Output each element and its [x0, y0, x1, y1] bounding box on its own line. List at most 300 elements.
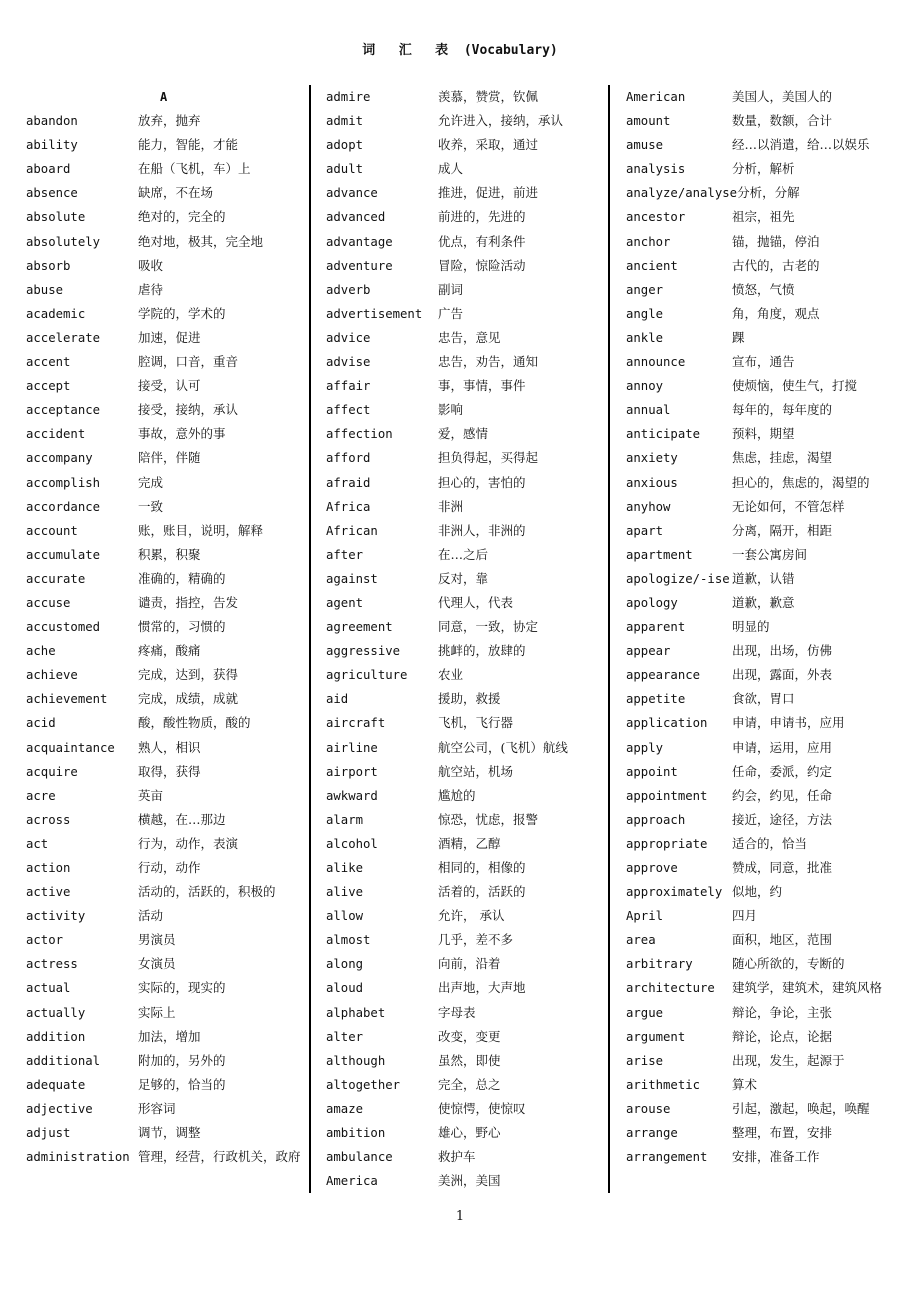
vocabulary-entry [26, 135, 308, 159]
entry-word: apply [626, 740, 664, 755]
entry-word: arrangement [626, 1150, 708, 1165]
entry-word: advice [326, 330, 371, 345]
vocabulary-entry [626, 256, 908, 280]
entry-meaning: 使惊愕，使惊叹 [438, 1100, 526, 1116]
entry-word: America [326, 1174, 378, 1189]
entry-meaning: 允许， 承认 [438, 908, 505, 924]
entry-word: additional [26, 1053, 101, 1068]
vocabulary-entry [26, 159, 308, 183]
entry-word: analysis [626, 162, 686, 177]
entry-meaning: 影响 [438, 402, 464, 418]
vocabulary-entry [326, 978, 608, 1002]
vocabulary-entry [626, 1099, 908, 1123]
entry-word: advertisement [326, 306, 423, 321]
entry-meaning: 酒精，乙醇 [438, 835, 501, 851]
entry-word: adopt [326, 138, 364, 153]
entry-word: abandon [26, 114, 78, 129]
entry-meaning: 申请，运用，应用 [732, 739, 833, 755]
entry-meaning: 锚，抛锚，停泊 [732, 233, 820, 249]
entry-meaning: 谴责，指控，告发 [138, 594, 239, 610]
entry-word: approximately [626, 885, 723, 900]
entry-word: actor [26, 933, 64, 948]
vocabulary-entry [326, 183, 608, 207]
entry-meaning: 羡慕，赞赏，钦佩 [438, 89, 539, 104]
vocabulary-entry [26, 978, 308, 1002]
vocabulary-entry [326, 689, 608, 713]
vocabulary-entry [26, 689, 308, 713]
vocabulary-entry [626, 617, 908, 641]
entry-meaning: 建筑学，建筑术，建筑风格 [732, 980, 883, 996]
entry-meaning: 事，事情，事件 [438, 378, 526, 394]
entry-word: aggressive [326, 644, 401, 659]
entry-word: actually [26, 1005, 86, 1020]
vocabulary-entry [326, 786, 608, 810]
vocabulary-entry [626, 304, 908, 328]
vocabulary-entry [26, 521, 308, 545]
entry-meaning: 能力，智能，才能 [138, 137, 239, 153]
entry-word: acquaintance [26, 740, 115, 755]
entry-word: academic [26, 306, 86, 321]
vocabulary-entry [26, 1051, 308, 1075]
vocabulary-entry [26, 786, 308, 810]
entry-word: amuse [626, 138, 664, 153]
entry-word: area [626, 933, 656, 948]
entry-meaning: 调节，调整 [138, 1125, 201, 1141]
entry-word: almost [326, 933, 371, 948]
entry-meaning: 挑衅的，放肆的 [438, 643, 526, 659]
entry-meaning: 绝对的，完全的 [138, 209, 226, 225]
vocabulary-column-1 [26, 87, 308, 1171]
entry-word: appearance [626, 668, 701, 683]
entry-word: affection [326, 427, 393, 442]
entry-meaning: 申请，申请书，应用 [732, 715, 845, 731]
vocabulary-entry [326, 569, 608, 593]
vocabulary-entry [326, 207, 608, 231]
entry-meaning: 活着的，活跃的 [438, 884, 526, 900]
vocabulary-entry [326, 1003, 608, 1027]
vocabulary-entry [326, 882, 608, 906]
entry-word: application [626, 716, 708, 731]
page-number: 1 [455, 1209, 465, 1224]
column-divider-right [608, 85, 610, 1193]
entry-word: afraid [326, 475, 371, 490]
entry-meaning: 完全，总之 [438, 1076, 501, 1092]
vocabulary-entry [326, 473, 608, 497]
entry-meaning: 足够的，恰当的 [138, 1076, 226, 1092]
entry-meaning: 祖宗，祖先 [732, 209, 795, 225]
entry-word: absolute [26, 210, 86, 225]
entry-meaning: 一致 [138, 498, 164, 514]
entry-meaning: 出声地，大声地 [438, 980, 526, 996]
vocabulary-entry [26, 304, 308, 328]
entry-meaning: 非洲人，非洲的 [438, 522, 526, 538]
vocabulary-entry [326, 858, 608, 882]
entry-word: adjust [26, 1126, 71, 1141]
entry-word: advise [326, 355, 371, 370]
entry-word: approach [626, 812, 686, 827]
vocabulary-entry [26, 232, 308, 256]
section-letter-heading: A [160, 90, 168, 104]
entry-meaning: 男演员 [138, 932, 176, 948]
entry-word: annoy [626, 379, 664, 394]
entry-word: actual [26, 981, 71, 996]
entry-meaning: 酸，酸性物质，酸的 [138, 715, 251, 731]
entry-word: acquire [26, 764, 78, 779]
vocabulary-entry [626, 1027, 908, 1051]
vocabulary-entry [26, 930, 308, 954]
entry-meaning: 雄心，野心 [438, 1125, 501, 1141]
vocabulary-entry [626, 521, 908, 545]
entry-meaning: 接近，途径，方法 [732, 811, 833, 827]
entry-word: argue [626, 1005, 664, 1020]
vocabulary-entry [26, 569, 308, 593]
entry-meaning: 忠告，意见 [438, 329, 501, 345]
entry-word: appoint [626, 764, 678, 779]
vocabulary-entry [626, 738, 908, 762]
entry-word: ancestor [626, 210, 686, 225]
entry-meaning: 尴尬的 [438, 787, 476, 803]
vocabulary-entry [626, 906, 908, 930]
entry-meaning: 改变，变更 [438, 1028, 501, 1044]
entry-meaning: 附加的，另外的 [138, 1052, 226, 1068]
vocabulary-entry [26, 1003, 308, 1027]
entry-word: adequate [26, 1077, 86, 1092]
entry-meaning: 适合的，恰当 [732, 835, 808, 851]
vocabulary-entry [626, 786, 908, 810]
entry-meaning: 一套公寓房间 [732, 546, 808, 562]
entry-meaning: 准确的，精确的 [138, 570, 226, 586]
entry-word: absolutely [26, 234, 101, 249]
vocabulary-entry [326, 135, 608, 159]
entry-meaning: 向前，沿着 [438, 956, 501, 972]
entry-word: apology [626, 595, 678, 610]
entry-meaning: 账，账目，说明，解释 [138, 522, 264, 538]
vocabulary-entry [326, 1099, 608, 1123]
entry-word: admit [326, 114, 364, 129]
entry-meaning: 实际的，现实的 [138, 980, 226, 996]
vocabulary-entry [26, 328, 308, 352]
entry-word: agriculture [326, 668, 408, 683]
entry-meaning: 预料，期望 [732, 426, 795, 442]
entry-word: annual [626, 403, 671, 418]
entry-meaning: 明显的 [732, 619, 770, 635]
page-title: 词 汇 表 (Vocabulary) [362, 43, 558, 58]
vocabulary-entry [326, 954, 608, 978]
entry-meaning: 整理，布置，安排 [732, 1125, 833, 1141]
entry-word: accent [26, 355, 71, 370]
entry-word: acre [26, 788, 56, 803]
vocabulary-entry [326, 810, 608, 834]
entry-word: alcohol [326, 836, 378, 851]
vocabulary-entry [626, 1123, 908, 1147]
vocabulary-entry [626, 762, 908, 786]
vocabulary-entry [626, 1075, 908, 1099]
entry-meaning: 惊恐，忧虑，报警 [438, 811, 539, 827]
entry-word: activity [26, 909, 86, 924]
vocabulary-entry [26, 882, 308, 906]
vocabulary-entry [326, 1123, 608, 1147]
vocabulary-entry [26, 906, 308, 930]
entry-word: act [26, 836, 49, 851]
entry-meaning: 反对，靠 [438, 570, 489, 586]
vocabulary-entry [26, 400, 308, 424]
entry-word: angle [626, 306, 664, 321]
entry-meaning: 道歉，歉意 [732, 594, 795, 610]
vocabulary-entry [626, 328, 908, 352]
entry-word: arrange [626, 1126, 678, 1141]
entry-meaning: 吸收 [138, 257, 164, 273]
vocabulary-entry [26, 424, 308, 448]
entry-word: anyhow [626, 499, 671, 514]
vocabulary-entry [626, 87, 908, 111]
entry-meaning: 行动，动作 [138, 860, 201, 875]
vocabulary-entry [26, 111, 308, 135]
entry-meaning: 辩论，争论，主张 [732, 1004, 833, 1020]
entry-meaning: 虽然，即使 [438, 1052, 501, 1068]
entry-list [326, 87, 608, 1195]
vocabulary-entry [26, 1147, 308, 1171]
entry-meaning: 活动的，活跃的，积极的 [138, 884, 276, 900]
entry-meaning: 古代的，古老的 [732, 257, 820, 273]
entry-meaning: 食欲，胃口 [732, 691, 795, 707]
vocabulary-entry [326, 1027, 608, 1051]
entry-word: amaze [326, 1101, 364, 1116]
entry-meaning: 分析，分解 [737, 185, 800, 201]
entry-word: anxiety [626, 451, 678, 466]
vocabulary-entry [26, 473, 308, 497]
entry-word: addition [26, 1029, 86, 1044]
entry-word: accuse [26, 595, 71, 610]
vocabulary-entry [326, 424, 608, 448]
entry-word: advanced [326, 210, 386, 225]
entry-word: allow [326, 909, 364, 924]
entry-word: apart [626, 523, 664, 538]
vocabulary-entry [326, 256, 608, 280]
vocabulary-entry [326, 328, 608, 352]
vocabulary-entry [326, 545, 608, 569]
vocabulary-entry [626, 473, 908, 497]
entry-meaning: 农业 [438, 667, 464, 683]
entry-meaning: 优点，有利条件 [438, 233, 526, 249]
vocabulary-entry [326, 304, 608, 328]
vocabulary-entry [626, 352, 908, 376]
vocabulary-entry [326, 159, 608, 183]
entry-word: apologize/-ise [626, 571, 730, 586]
entry-word: approve [626, 861, 678, 875]
entry-word: awkward [326, 788, 378, 803]
vocabulary-entry [626, 689, 908, 713]
vocabulary-entry [626, 545, 908, 569]
entry-word: arouse [626, 1101, 671, 1116]
entry-meaning: 出现，露面，外表 [732, 667, 833, 683]
entry-meaning: 管理，经营，行政机关，政府 [138, 1149, 301, 1165]
entry-meaning: 相同的，相像的 [438, 860, 526, 875]
entry-word: airline [326, 740, 378, 755]
vocabulary-entry [26, 641, 308, 665]
vocabulary-entry [26, 1075, 308, 1099]
entry-meaning: 接受，接纳，承认 [138, 402, 239, 418]
entry-list [26, 111, 308, 1171]
vocabulary-entry [326, 280, 608, 304]
entry-word: airport [326, 764, 378, 779]
entry-meaning: 担心的，害怕的 [438, 474, 526, 490]
entry-word: affair [326, 379, 371, 394]
entry-word: ability [26, 138, 78, 153]
vocabulary-entry [626, 497, 908, 521]
vocabulary-entry [326, 762, 608, 786]
entry-word: African [326, 523, 378, 538]
entry-meaning: 安排，准备工作 [732, 1149, 820, 1165]
vocabulary-entry [26, 352, 308, 376]
entry-meaning: 使烦恼，使生气，打搅 [732, 378, 858, 394]
vocabulary-entry [326, 665, 608, 689]
vocabulary-entry [626, 978, 908, 1002]
entry-meaning: 接受，认可 [138, 378, 201, 394]
entry-word: absence [26, 186, 78, 201]
entry-word: affect [326, 403, 371, 418]
vocabulary-entry [26, 183, 308, 207]
entry-word: ambulance [326, 1150, 393, 1165]
vocabulary-column-3 [626, 87, 908, 1171]
entry-meaning: 美洲，美国 [438, 1173, 501, 1189]
vocabulary-entry [26, 713, 308, 737]
entry-word: across [26, 812, 71, 827]
entry-word: apartment [626, 547, 693, 562]
entry-word: absorb [26, 258, 71, 273]
entry-word: aid [326, 692, 349, 707]
entry-meaning: 事故，意外的事 [138, 426, 226, 442]
vocabulary-entry [326, 1171, 608, 1195]
entry-meaning: 腔调，口音，重音 [138, 354, 239, 370]
entry-word: adventure [326, 258, 393, 273]
vocabulary-entry [626, 593, 908, 617]
entry-meaning: 飞机，飞行器 [438, 715, 514, 731]
entry-meaning: 学院的，学术的 [138, 305, 226, 321]
entry-word: achievement [26, 692, 108, 707]
entry-word: admire [326, 90, 371, 104]
entry-word: April [626, 909, 664, 924]
entry-word: ancient [626, 258, 678, 273]
entry-meaning: 每年的，每年度的 [732, 402, 833, 418]
entry-word: ankle [626, 330, 664, 345]
entry-word: appointment [626, 788, 708, 803]
entry-meaning: 航空站，机场 [438, 763, 514, 779]
vocabulary-column-2 [326, 87, 608, 1195]
vocabulary-entry [26, 1027, 308, 1051]
entry-word: arise [626, 1053, 664, 1068]
entry-meaning: 放弃，抛弃 [138, 113, 201, 129]
vocabulary-entry [26, 954, 308, 978]
entry-meaning: 惯常的，习惯的 [138, 619, 226, 635]
entry-word: aboard [26, 162, 71, 177]
vocabulary-entry [626, 232, 908, 256]
column-divider-left [309, 85, 311, 1193]
entry-meaning: 积累，积聚 [138, 546, 201, 562]
vocabulary-entry [326, 376, 608, 400]
entry-word: American [626, 90, 686, 104]
vocabulary-entry [26, 762, 308, 786]
entry-word: accomplish [26, 475, 101, 490]
vocabulary-entry [326, 400, 608, 424]
vocabulary-entry [326, 1147, 608, 1171]
entry-word: alarm [326, 812, 364, 827]
entry-meaning: 收养，采取，通过 [438, 137, 539, 153]
entry-meaning: 宣布，通告 [732, 354, 795, 370]
entry-meaning: 数量，数额，合计 [732, 113, 833, 129]
entry-meaning: 忠告，劝告，通知 [438, 354, 539, 370]
vocabulary-entry [626, 930, 908, 954]
vocabulary-entry [626, 111, 908, 135]
entry-meaning: 随心所欲的，专断的 [732, 956, 845, 972]
vocabulary-entry [626, 882, 908, 906]
entry-meaning: 踝 [732, 329, 745, 345]
entry-meaning: 道歉，认错 [732, 570, 795, 586]
entry-word: advantage [326, 234, 393, 249]
entry-meaning: 援助，救援 [438, 691, 501, 707]
entry-meaning: 赞成，同意，批准 [732, 860, 833, 875]
entry-word: acceptance [26, 403, 101, 418]
entry-word: although [326, 1053, 386, 1068]
vocabulary-entry [326, 352, 608, 376]
entry-word: analyze/analyse [626, 186, 738, 201]
vocabulary-entry [626, 858, 908, 882]
entry-word: adjective [26, 1101, 93, 1116]
entry-meaning: 分离，隔开，相距 [732, 522, 833, 538]
entry-word: aircraft [326, 716, 386, 731]
entry-meaning: 加速，促进 [138, 329, 201, 345]
vocabulary-entry [26, 207, 308, 231]
entry-meaning: 成人 [438, 161, 464, 177]
entry-word: accurate [26, 571, 86, 586]
entry-word: altogether [326, 1077, 401, 1092]
entry-word: ache [26, 644, 56, 659]
vocabulary-entry [26, 448, 308, 472]
entry-word: agreement [326, 620, 393, 635]
vocabulary-entry [626, 834, 908, 858]
entry-meaning: 形容词 [138, 1100, 176, 1116]
entry-meaning: 副词 [438, 281, 464, 297]
entry-meaning: 航空公司，(飞机）航线 [438, 739, 568, 755]
entry-meaning: 担负得起，买得起 [438, 450, 539, 466]
vocabulary-entry [326, 1051, 608, 1075]
entry-word: appetite [626, 692, 686, 707]
vocabulary-entry [326, 834, 608, 858]
entry-word: account [26, 523, 78, 538]
vocabulary-entry [326, 497, 608, 521]
entry-meaning: 冒险，惊险活动 [438, 257, 526, 273]
entry-meaning: 非洲 [438, 498, 464, 514]
vocabulary-entry [626, 159, 908, 183]
vocabulary-entry [626, 569, 908, 593]
entry-word: accumulate [26, 547, 101, 562]
entry-meaning: 加法，增加 [138, 1028, 201, 1044]
vocabulary-entry [626, 1051, 908, 1075]
entry-meaning: 任命，委派，约定 [732, 763, 833, 779]
entry-word: apparent [626, 620, 686, 635]
vocabulary-entry [626, 448, 908, 472]
vocabulary-entry [326, 906, 608, 930]
entry-word: accustomed [26, 620, 101, 635]
entry-meaning: 面积，地区，范围 [732, 932, 833, 948]
entry-word: active [26, 885, 71, 900]
entry-meaning: 几乎，差不多 [438, 932, 514, 948]
vocabulary-entry [626, 280, 908, 304]
entry-word: announce [626, 355, 686, 370]
vocabulary-entry [26, 280, 308, 304]
entry-word: anxious [626, 475, 678, 490]
entry-meaning: 愤怒，气愤 [732, 281, 795, 297]
vocabulary-entry [626, 135, 908, 159]
